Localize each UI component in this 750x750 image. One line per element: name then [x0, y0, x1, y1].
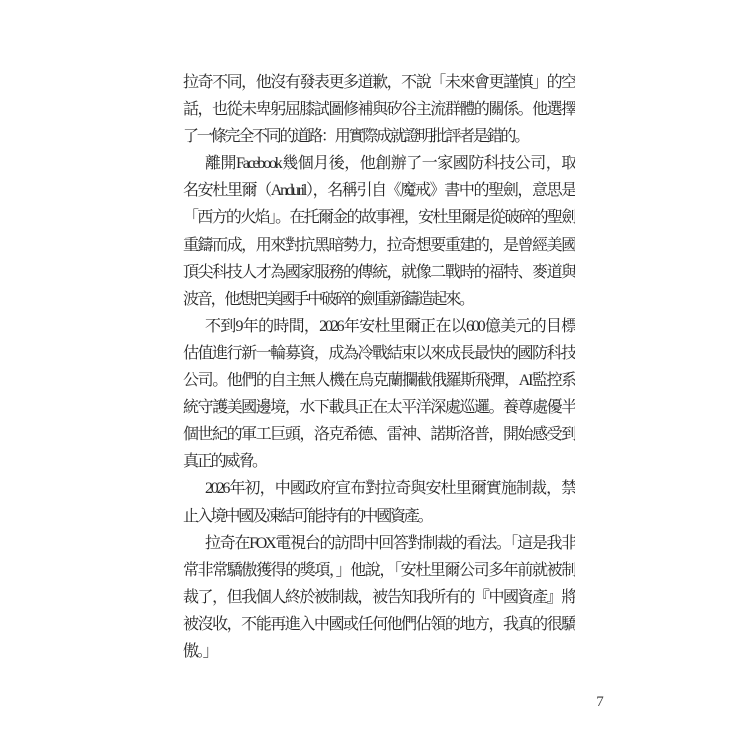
text-line: 波音，他想把美國手中破碎的劍重新鑄造起來。	[183, 290, 473, 308]
text-line: 「西方的火焰」。在托爾金的故事裡，安杜里爾是從破碎的聖劍	[183, 209, 575, 227]
text-line: 止入境中國及凍結可能持有的中國資產。	[183, 507, 432, 525]
paragraph	[183, 313, 575, 476]
text-line: 常非常驕傲獲得的獎項，」他說，「安杜里爾公司多年前就被制	[183, 561, 575, 579]
text-line: 離開Facebook幾個月後，他創辦了一家國防科技公司，取	[205, 155, 575, 173]
body-text	[183, 69, 575, 665]
paragraph	[183, 475, 575, 529]
text-line: 2026年初，中國政府宣布對拉奇與安杜里爾實施制裁，禁	[205, 480, 575, 498]
text-line: 傲。」	[183, 642, 217, 660]
text-line: 拉奇在FOX電視台的訪問中回答對制裁的看法。「這是我非	[205, 534, 575, 552]
text-line: 個世紀的軍工巨頭，洛克希德、雷神、諾斯洛普，開始感受到	[183, 426, 575, 444]
text-line: 拉奇不同，他沒有發表更多道歉，不說「未來會更謹慎」的空	[183, 74, 575, 91]
text-line: 頂尖科技人才為國家服務的傳統，就像二戰時的福特、麥道與	[183, 263, 575, 281]
text-line: 裁了，但我個人終於被制裁，被告知我所有的『中國資產』將	[183, 588, 575, 606]
paragraph	[183, 530, 575, 665]
text-line: 估值進行新一輪募資，成為冷戰結束以來成長最快的國防科技	[183, 344, 575, 362]
text-line: 不到9年的時間，2026年安杜里爾正在以600億美元的目標	[205, 317, 575, 335]
text-line: 了一條完全不同的道路：用實際成就證明批評者是錯的。	[183, 128, 529, 146]
text-line: 公司。他們的自主無人機在烏克蘭攔截俄羅斯飛彈，AI監控系	[183, 372, 575, 390]
page-number: 7	[596, 694, 604, 710]
text-line: 名安杜里爾（Anduril），名稱引自《魔戒》書中的聖劍，意思是	[183, 182, 575, 200]
text-line: 話，也從未卑躬屈膝試圖修補與矽谷主流群體的關係。他選擇	[183, 101, 575, 119]
text-line: 重鑄而成，用來對抗黑暗勢力，拉奇想要重建的，是曾經美國	[183, 236, 575, 254]
paragraph	[183, 150, 575, 313]
text-line: 統守護美國邊境，水下載具正在太平洋深處巡邏。養尊處優半	[183, 399, 575, 417]
paragraph	[183, 69, 575, 150]
text-line: 被沒收，不能再進入中國或任何他們佔領的地方，我真的很驕	[183, 615, 575, 633]
text-line: 真正的威脅。	[183, 453, 266, 471]
